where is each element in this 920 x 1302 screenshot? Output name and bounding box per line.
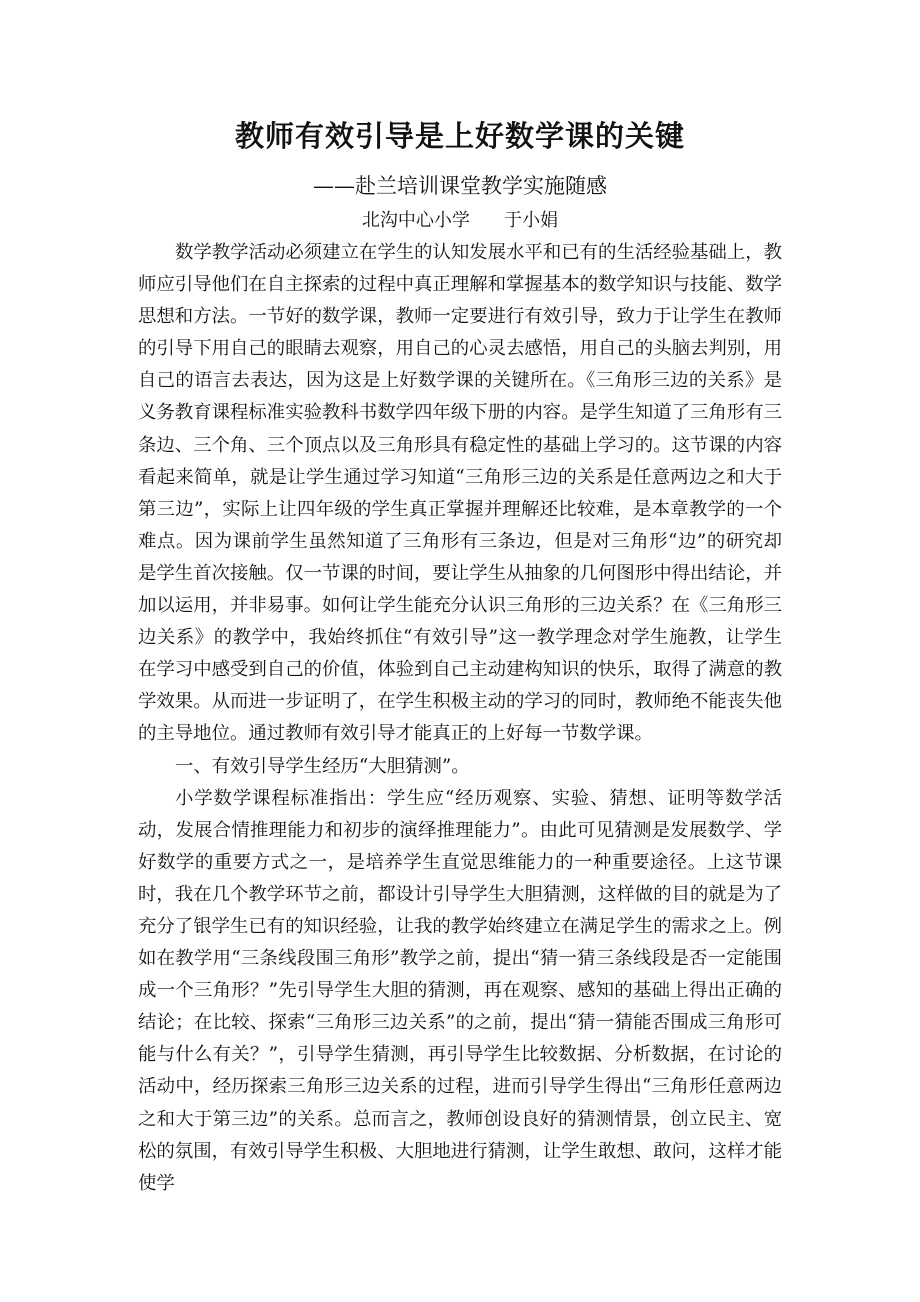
document-author: 北沟中心小学 于小娟 [361,210,559,231]
document-body [138,237,782,1200]
section-heading-1: 一、有效引导学生经历“大胆猜测”。 [175,755,470,777]
paragraph-section-1: 小学数学课程标准指出：学生应“经历观察、实验、猜想、证明等数学活动，发展合情推理能力和初步的演绎推理能力”。由此可见猜测是发展数学、学好数学的重要方式之一，是培养学生直觉思维能力的一种重要途径。上这节课时，我在几个教学环节之前，都设计引导学生大胆猜测，这样做的目的就是为了充分了银学生已有的知识经验，让我的教学始终建立在满足学生的需求之上。例如在教学用“三条线段围三角形”教学之前，提出“猜一猜三条线段是否一定能围成一个三角形？”先引导学生大胆的猜测，再在观察、感知的基础上得出正确的结论；在比较、探索“三角形三边关系”的之前，提出“猜一猜能否围成三角形可能与什么有关？”，引导学生猜测，再引导学生比较数据、分析数据，在讨论的活动中，经历探索三角形三边关系的过程，进而引导学生得出“三角形任意两边之和大于第三边”的关系。总而言之，教师创设良好的猜测情景，创立民主、宽松的氛围，有效引导学生积极、大胆地进行猜测，让学生敢想、敢问，这样才能使学 [138,787,782,1194]
document-subtitle: ——赴兰培训课堂教学实施随感 [313,174,607,198]
paragraph-intro: 数学教学活动必须建立在学生的认知发展水平和已有的生活经验基础上，教师应引导他们在自主探索的过程中真正理解和掌握基本的数学知识与技能、数学思想和方法。一节好的数学课，教师一定要进行有效引导，致力于让学生在教师的引导下用自己的眼睛去观察，用自己的心灵去感悟，用自己的头脑去判别，用自己的语言去表达，因为这是上好数学课的关键所在。《三角形三边的关系》是义务教育课程标准实验教科书数学四年级下册的内容。是学生知道了三角形有三条边、三个角、三个顶点以及三角形具有稳定性的基础上学习的。这节课的内容看起来简单，就是让学生通过学习知道“三角形三边的关系是任意两边之和大于第三边”，实际上让四年级的学生真正掌握并理解还比较难，是本章教学的一个难点。因为课前学生虽然知道了三角形有三条边，但是对三角形“边”的研究却是学生首次接触。仅一节课的时间，要让学生从抽象的几何图形中得出结论，并加以运用，并非易事。如何让学生能充分认识三角形的三边关系？在《三角形三边关系》的教学中，我始终抓住“有效引导”这一教学理念对学生施教，让学生在学习中感受到自己的价值，体验到自己主动建构知识的快乐，取得了满意的教学效果。从而进一步证明了，在学生积极主动的学习的同时，教师绝不能丧失他的主导地位。通过教师有效引导才能真正的上好每一节数学课。 [138,242,782,745]
document-title: 教师有效引导是上好数学课的关键 [234,119,685,153]
